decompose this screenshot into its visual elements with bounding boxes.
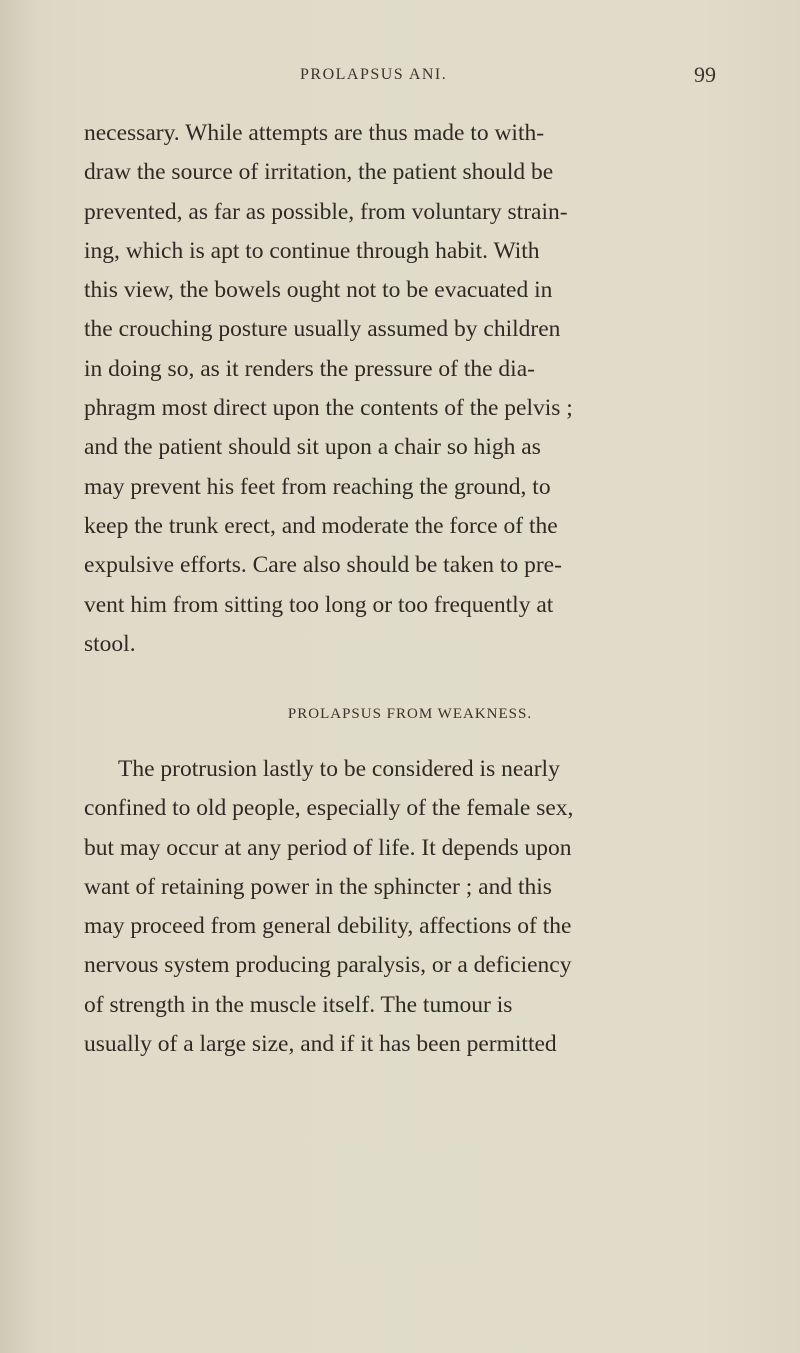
text-line: of strength in the muscle itself. The tumour is [84, 991, 513, 1018]
text-line: prevented, as far as possible, from voluntary strain- [84, 198, 568, 225]
text-line: phragm most direct upon the contents of the pelvis ; [84, 395, 573, 422]
text-line: the crouching posture usually assumed by children [84, 316, 561, 343]
section-heading: PROLAPSUS FROM WEAKNESS. [287, 706, 533, 722]
text-line: but may occur at any period of life. It depends upon [84, 834, 572, 861]
text-line: may proceed from general debility, affections of the [84, 913, 572, 940]
paragraph-1 [84, 114, 714, 664]
text-line: draw the source of irritation, the patient should be [84, 159, 554, 186]
text-line: usually of a large size, and if it has been permitted [84, 1031, 557, 1058]
text-line: this view, the bowels ought not to be evacuated in [84, 277, 553, 304]
text-line: keep the trunk erect, and moderate the force of the [84, 512, 558, 539]
text-line: stool. [84, 630, 136, 657]
text-line: The protrusion lastly to be considered is nearly [118, 756, 560, 782]
text-line: confined to old people, especially of the female sex, [84, 795, 574, 822]
text-line: and the patient should sit upon a chair so high as [84, 434, 541, 461]
text-line: ing, which is apt to continue through habit. With [84, 237, 540, 264]
text-line: necessary. While attempts are thus made to with- [84, 120, 545, 146]
running-title: PROLAPSUS ANI. [300, 66, 448, 83]
page-number: 99 [694, 62, 716, 87]
text-line: nervous system producing paralysis, or a deficiency [84, 952, 572, 979]
text-line: may prevent his feet from reaching the ground, to [84, 473, 551, 500]
running-head [0, 62, 800, 86]
text-line: want of retaining power in the sphincter ; and this [84, 873, 552, 900]
paragraph-2 [84, 750, 714, 1064]
text-line: vent him from sitting too long or too frequently at [84, 591, 554, 618]
text-line: in doing so, as it renders the pressure of the dia- [84, 355, 535, 382]
text-line: expulsive efforts. Care also should be taken to pre- [84, 552, 562, 579]
